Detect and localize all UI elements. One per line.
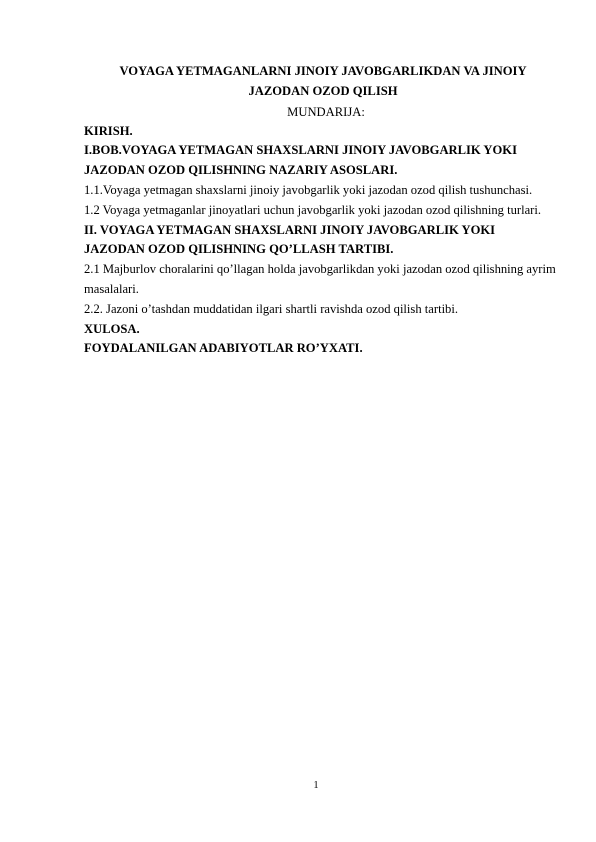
page-content [84, 62, 556, 359]
title-line-1: VOYAGA YETMAGANLARNI JINOIY JAVOBGARLIKDAN VA JINOIY [119, 64, 527, 78]
toc-item-introduction: KIRISH. [84, 123, 133, 138]
title-line-2: JAZODAN OZOD QILISH [248, 83, 398, 98]
toc-item-chapter-2: II. VOYAGA YETMAGAN SHAXSLARNI JINOIY JAVOBGARLIK YOKI JAZODAN OZOD QILISHNING QO’LLASH TARTIBI. [84, 222, 496, 257]
table-of-contents [84, 122, 556, 360]
page-number: 1 [313, 780, 319, 791]
toc-item-chapter-1: I.BOB.VOYAGA YETMAGAN SHAXSLARNI JINOIY JAVOBGARLIK YOKI JAZODAN OZOD QILISHNING NAZARIY ASOSLARI. [84, 143, 517, 178]
contents-heading: MUNDARIJA: [287, 104, 365, 119]
toc-item-section-2-1: 2.1 Majburlov choralarini qo’llagan holda javobgarlikdan yoki jazodan ozod qilishning ayrim masalalari. [84, 262, 556, 296]
toc-item-conclusion: XULOSA. [84, 321, 140, 336]
toc-item-references: FOYDALANILGAN ADABIYOTLAR RO’YXATI. [84, 341, 363, 356]
document-title [84, 62, 556, 102]
toc-item-section-2-2: 2.2. Jazoni o’tashdan muddatidan ilgari shartli ravishda ozod qilish tartibi. [84, 301, 459, 316]
toc-item-section-1-1: 1.1.Voyaga yetmagan shaxslarni jinoiy javobgarlik yoki jazodan ozod qilish tushunchasi. [84, 182, 533, 197]
toc-item-section-1-2: 1.2 Voyaga yetmaganlar jinoyatlari uchun javobgarlik yoki jazodan ozod qilishning turlari. [84, 202, 541, 217]
